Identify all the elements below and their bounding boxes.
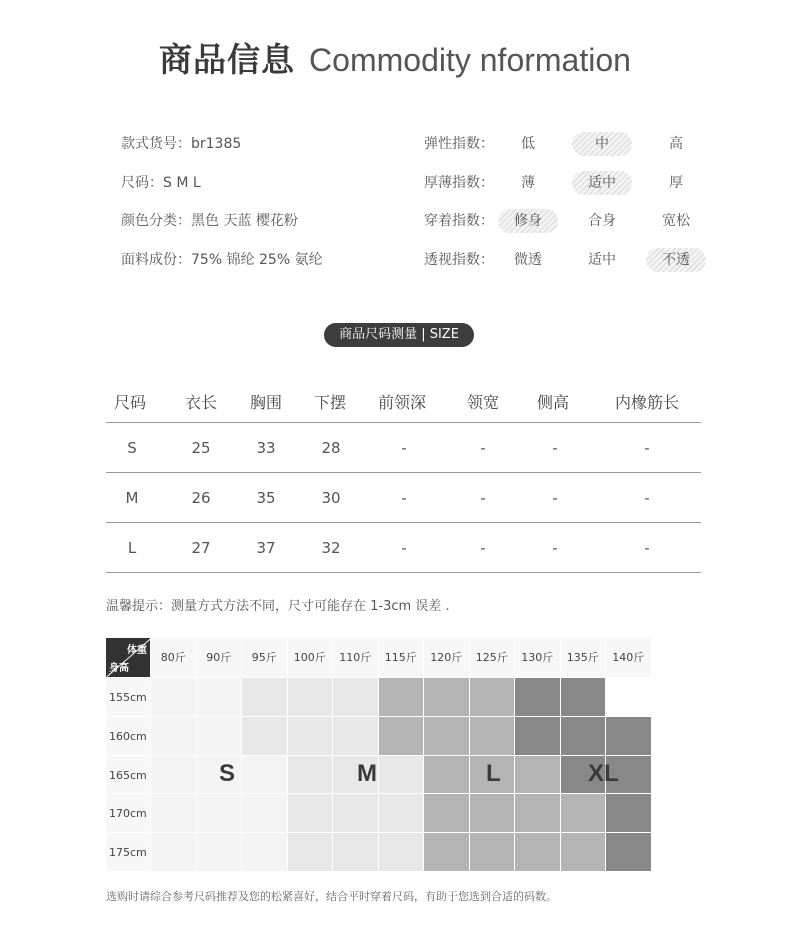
- header-cell: 胸围: [249, 393, 282, 412]
- product-indices: [424, 134, 714, 288]
- size-cell: [424, 678, 469, 716]
- header-cell: 侧高: [536, 393, 569, 412]
- size-cell: [151, 717, 196, 755]
- table-cell: 32: [321, 539, 341, 557]
- size-cell: [197, 794, 242, 832]
- table-row: [106, 423, 701, 473]
- weight-header: 100斤: [288, 638, 333, 677]
- weight-header: 130斤: [515, 638, 560, 677]
- size-cell: [561, 717, 606, 755]
- size-cell: [333, 678, 378, 716]
- size-cell: [333, 833, 378, 871]
- index-option: 适中: [588, 251, 616, 268]
- size-cell: [379, 717, 424, 755]
- table-cell: -: [552, 539, 558, 557]
- index-option-selected: 不透: [646, 248, 706, 272]
- size-cell: [151, 833, 196, 871]
- title-cn: 商品信息: [159, 40, 296, 79]
- index-elasticity: [424, 134, 714, 173]
- weight-header: 80斤: [151, 638, 196, 677]
- size-table-header: [106, 378, 701, 423]
- corner-weight-label: 体重: [127, 645, 147, 656]
- table-cell: M: [125, 489, 139, 507]
- header-cell: 领宽: [466, 393, 499, 412]
- index-option: 宽松: [662, 213, 690, 229]
- header-cell: 前领深: [377, 393, 426, 412]
- weight-header: 140斤: [606, 638, 651, 677]
- table-cell: 37: [256, 539, 276, 557]
- size-cell: [606, 833, 651, 871]
- size-cell: [424, 833, 469, 871]
- corner-height-label: 身高: [109, 663, 129, 674]
- size-section-badge: 商品尺码测量 | SIZE: [324, 323, 474, 347]
- weight-header: 125斤: [470, 638, 515, 677]
- size-cell: [197, 678, 242, 716]
- size-cell: [561, 794, 606, 832]
- size-cell: [424, 756, 469, 794]
- weight-header: 110斤: [333, 638, 378, 677]
- table-cell: 25: [191, 439, 211, 457]
- size-cell: [470, 678, 515, 716]
- size-label-s: S: [219, 760, 236, 787]
- size-label-xl: XL: [588, 760, 619, 787]
- index-label: 厚薄指数：: [424, 174, 494, 191]
- size-cell: [333, 794, 378, 832]
- size-label-l: L: [486, 760, 501, 787]
- size-cell: [242, 833, 287, 871]
- index-transparency: [424, 250, 714, 289]
- table-cell: 28: [321, 439, 341, 457]
- measurement-tip: 温馨提示：测量方式方法不同，尺寸可能存在 1-3cm 误差 .: [106, 599, 450, 614]
- product-info-left: [121, 134, 323, 288]
- size-cell: [470, 717, 515, 755]
- weight-header: 90斤: [197, 638, 242, 677]
- size-cell: [333, 717, 378, 755]
- table-cell: -: [644, 539, 650, 557]
- index-option-selected: 适中: [572, 171, 632, 195]
- size-cell: [515, 794, 560, 832]
- height-header: 155cm: [106, 678, 150, 716]
- size-cell: [606, 678, 651, 716]
- size-cell: [515, 756, 560, 794]
- size-cell: [515, 833, 560, 871]
- table-cell: -: [552, 439, 558, 457]
- index-thickness: [424, 173, 714, 212]
- index-option-selected: 中: [572, 132, 632, 156]
- header-cell: 内橡筋长: [614, 393, 679, 412]
- index-label: 透视指数：: [424, 251, 494, 268]
- size-cell: [151, 756, 196, 794]
- size-cell: [242, 756, 287, 794]
- sizes-available: 尺码：S M L: [121, 174, 201, 191]
- size-cell: [470, 794, 515, 832]
- size-cell: [288, 794, 333, 832]
- size-cell: [424, 717, 469, 755]
- color-options: 颜色分类：黑色 天蓝 樱花粉: [121, 213, 298, 229]
- size-cell: [242, 794, 287, 832]
- table-cell: 26: [191, 489, 211, 507]
- size-cell: [379, 833, 424, 871]
- size-cell: [151, 678, 196, 716]
- size-cell: [561, 678, 606, 716]
- table-row: [106, 523, 701, 573]
- size-cell: [515, 678, 560, 716]
- size-table: [106, 378, 701, 573]
- size-cell: [470, 833, 515, 871]
- size-cell: [288, 678, 333, 716]
- table-cell: -: [480, 539, 486, 557]
- index-option: 薄: [521, 174, 535, 191]
- size-cell: [515, 717, 560, 755]
- title-en: Commodity nformation: [309, 42, 631, 78]
- size-cell: [424, 794, 469, 832]
- height-header: 160cm: [106, 717, 150, 755]
- weight-header: 115斤: [379, 638, 424, 677]
- size-cell: [242, 717, 287, 755]
- table-cell: -: [401, 439, 407, 457]
- size-cell: [606, 717, 651, 755]
- size-cell: [242, 678, 287, 716]
- table-cell: L: [127, 539, 137, 557]
- header-cell: 尺码: [113, 393, 146, 412]
- table-cell: S: [127, 439, 137, 457]
- index-option: 微透: [514, 251, 542, 268]
- weight-header: 120斤: [424, 638, 469, 677]
- size-cell: [606, 794, 651, 832]
- size-cell: [197, 833, 242, 871]
- index-label: 弹性指数：: [424, 136, 494, 152]
- table-cell: 35: [256, 489, 276, 507]
- height-header: 175cm: [106, 833, 150, 871]
- table-cell: 30: [321, 489, 341, 507]
- size-cell: [379, 794, 424, 832]
- table-cell: -: [480, 439, 486, 457]
- index-option: 合身: [588, 213, 616, 229]
- table-cell: -: [480, 489, 486, 507]
- index-option: 高: [669, 136, 683, 152]
- table-cell: -: [401, 539, 407, 557]
- size-cell: [288, 833, 333, 871]
- height-header: 170cm: [106, 794, 150, 832]
- table-cell: -: [401, 489, 407, 507]
- height-header: 165cm: [106, 756, 150, 794]
- size-recommendation-chart: [106, 638, 657, 872]
- page-title: [0, 34, 790, 81]
- table-cell: -: [644, 489, 650, 507]
- chart-corner-header: [106, 638, 150, 677]
- index-label: 穿着指数：: [424, 213, 494, 229]
- weight-header: 135斤: [561, 638, 606, 677]
- size-cell: [561, 833, 606, 871]
- size-cell: [197, 717, 242, 755]
- table-cell: -: [644, 439, 650, 457]
- size-cell: [151, 794, 196, 832]
- item-number: 款式货号：br1385: [121, 136, 242, 152]
- size-cell: [379, 678, 424, 716]
- table-row: [106, 473, 701, 523]
- weight-header: 95斤: [242, 638, 287, 677]
- size-cell: [288, 717, 333, 755]
- table-cell: -: [552, 489, 558, 507]
- size-cell: [288, 756, 333, 794]
- index-option: 低: [521, 136, 535, 152]
- table-cell: 27: [191, 539, 211, 557]
- size-label-m: M: [357, 760, 377, 787]
- header-cell: 下摆: [313, 393, 346, 412]
- footer-note: 选购时请综合参考尺码推荐及您的松紧喜好，结合平时穿着尺码，有助于您选到合适的码数。: [106, 890, 557, 903]
- index-option: 厚: [669, 174, 683, 191]
- fabric-composition: 面料成份：75% 锦纶 25% 氨纶: [121, 251, 323, 268]
- index-option-selected: 修身: [498, 209, 558, 233]
- index-fit: [424, 211, 714, 250]
- size-cell: [379, 756, 424, 794]
- header-cell: 衣长: [184, 393, 217, 412]
- table-cell: 33: [256, 439, 276, 457]
